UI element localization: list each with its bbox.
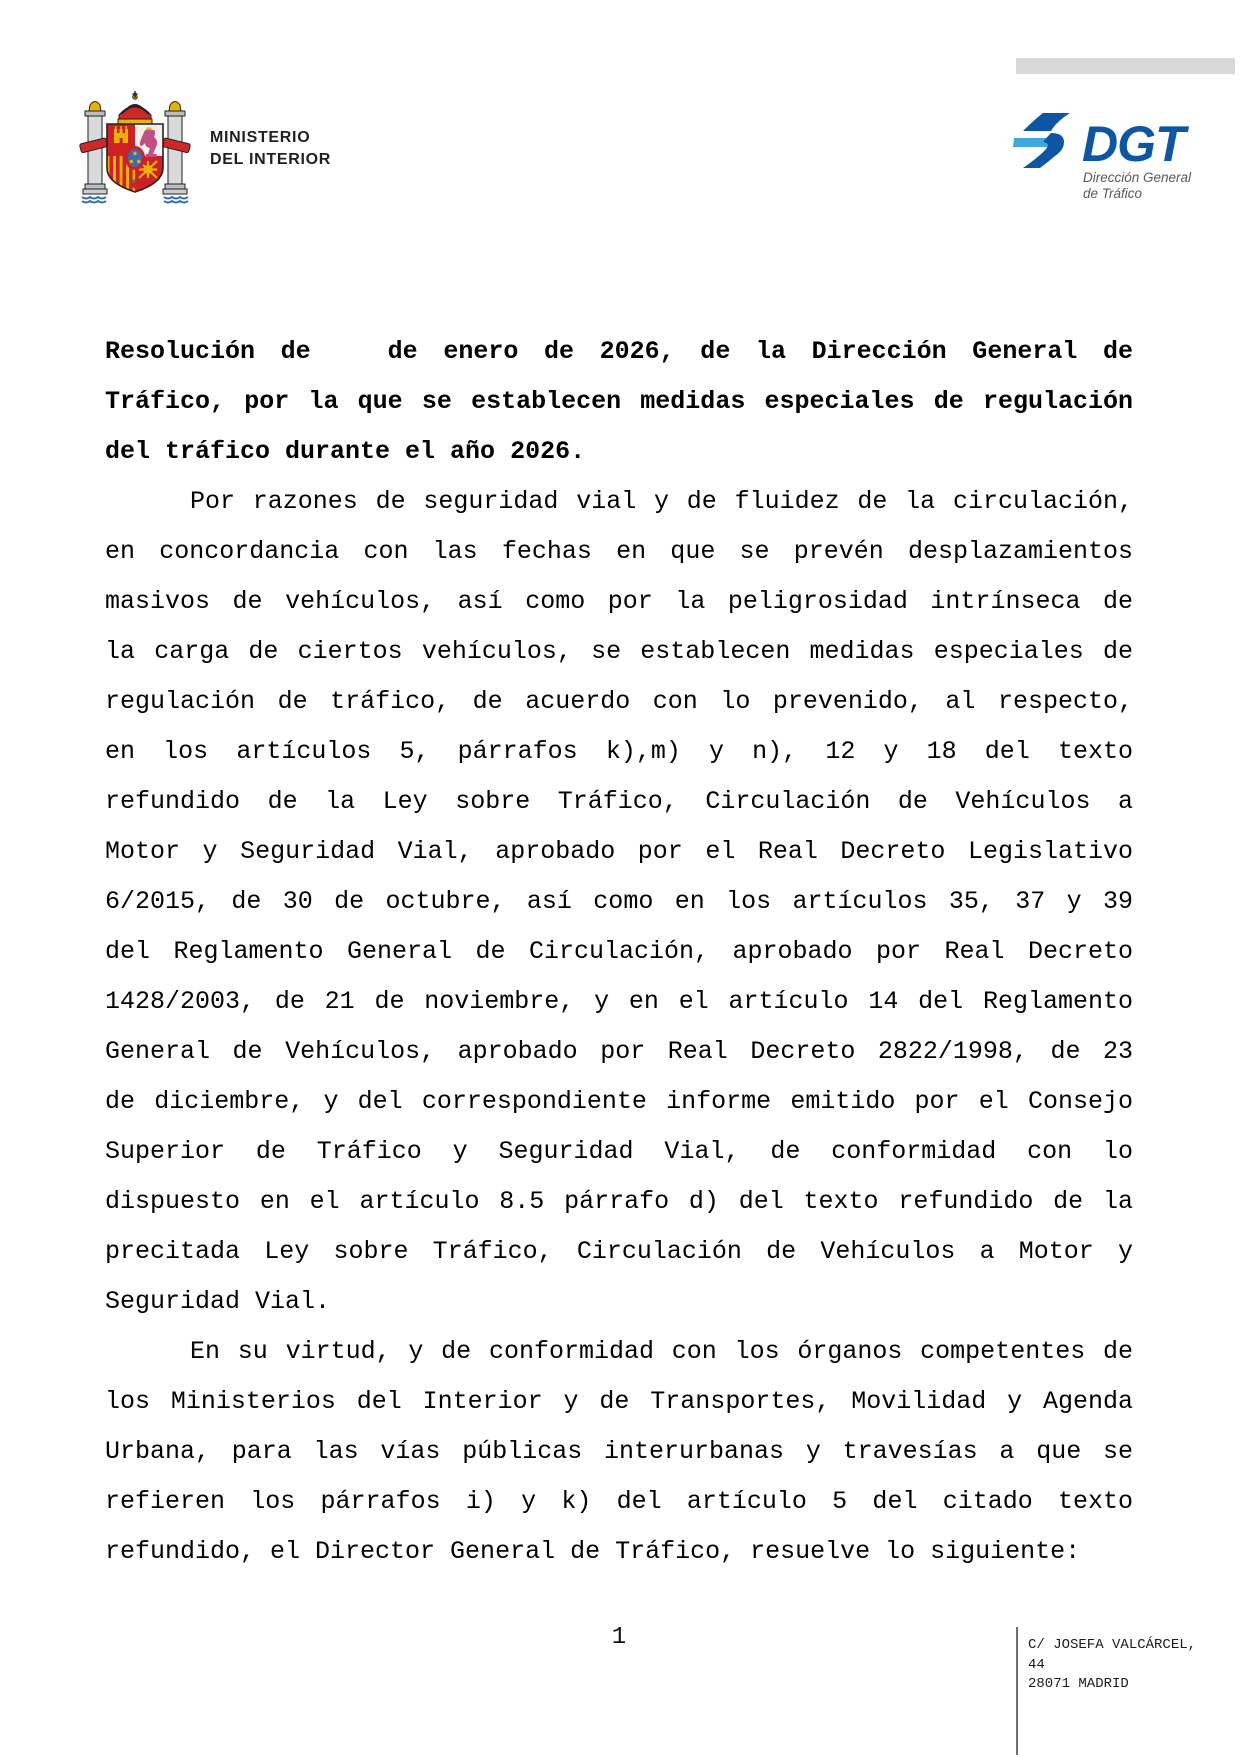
text-line: la carga de ciertos vehículos, se establecen medidas especiales de [105, 637, 1133, 666]
ministry-line1: MINISTERIO [210, 129, 311, 146]
text-line: en concordancia con las fechas en que se prevén desplazamientos [105, 537, 1133, 566]
text-line: de diciembre, y del correspondiente informe emitido por el Consejo [105, 1087, 1133, 1116]
dgt-tagline-line1: Dirección General [1083, 170, 1192, 185]
footer-address [1028, 1636, 1228, 1695]
ministry-line2: DEL INTERIOR [210, 151, 332, 168]
left-waves [82, 197, 106, 203]
text-line: General de Vehículos, aprobado por Real Decreto 2822/1998, de 23 [105, 1037, 1133, 1066]
page-number: 1 [611, 1624, 627, 1651]
footer-address-line1: C/ JOSEFA VALCÁRCEL, [1028, 1637, 1197, 1653]
text-line: regulación de tráfico, de acuerdo con lo prevenido, al respecto, [105, 687, 1133, 716]
text-line: masivos de vehículos, así como por la peligrosidad intrínseca de [105, 587, 1133, 616]
resolution-text [105, 327, 1133, 1577]
ministry-name [210, 127, 331, 171]
spain-coat-of-arms-logo [78, 84, 192, 206]
text-line: en los artículos 5, párrafos k),m) y n), 12 y 18 del texto [105, 737, 1133, 766]
dgt-acronym: DGT [1082, 116, 1185, 172]
text-line: 6/2015, de 30 de octubre, así como en los artículos 35, 37 y 39 [105, 887, 1133, 916]
text-line: del tráfico durante el año 2026. [105, 437, 586, 466]
footer-address-line3: 28071 MADRID [1028, 1676, 1129, 1692]
text-line: Seguridad Vial. [105, 1287, 331, 1316]
royal-crown [118, 91, 152, 125]
text-line: 1428/2003, de 21 de noviembre, y en el artículo 14 del Reglamento [105, 987, 1133, 1016]
dgt-tagline [1083, 170, 1191, 201]
text-line: dispuesto en el artículo 8.5 párrafo d) del texto refundido de la [105, 1187, 1133, 1216]
footer-divider-line [1016, 1627, 1018, 1755]
right-waves [164, 197, 188, 203]
text-line: los Ministerios del Interior y de Transportes, Movilidad y Agenda [105, 1387, 1133, 1416]
text-line: Superior de Tráfico y Seguridad Vial, de conformidad con lo [105, 1137, 1133, 1166]
text-line: refundido, el Director General de Tráfico, resuelve lo siguiente: [105, 1537, 1081, 1566]
text-line: precitada Ley sobre Tráfico, Circulación de Vehículos a Motor y [105, 1237, 1133, 1266]
text-line: En su virtud, y de conformidad con los órganos competentes de [190, 1337, 1133, 1366]
text-line: refieren los párrafos i) y k) del artículo 5 del citado texto [105, 1487, 1133, 1516]
text-line: refundido de la Ley sobre Tráfico, Circulación de Vehículos a [105, 787, 1133, 816]
header-gray-bar [1016, 58, 1235, 74]
text-line: del Reglamento General de Circulación, aprobado por Real Decreto [105, 937, 1133, 966]
dgt-road-icon [1013, 112, 1079, 178]
text-line: Motor y Seguridad Vial, aprobado por el Real Decreto Legislativo [105, 837, 1133, 866]
text-line: Tráfico, por la que se establecen medidas especiales de regulación [105, 387, 1133, 416]
text-line: Por razones de seguridad vial y de fluidez de la circulación, [190, 487, 1133, 516]
footer-address-line2: 44 [1028, 1656, 1045, 1673]
text-line: Urbana, para las vías públicas interurbanas y travesías a que se [105, 1437, 1133, 1466]
fleur-de-lis-oval [127, 148, 144, 169]
text-line: Resolución de de enero de 2026, de la Dirección General de [105, 337, 1133, 366]
dgt-tagline-line2: de Tráfico [1083, 185, 1143, 201]
